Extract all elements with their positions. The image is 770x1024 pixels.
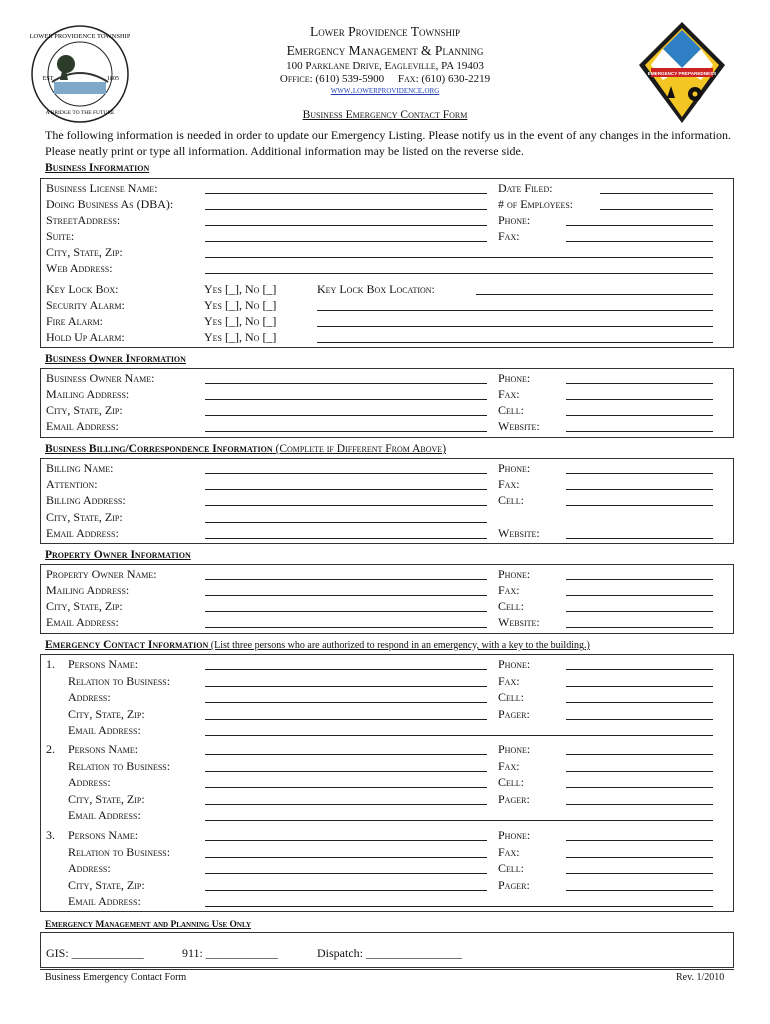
contact-3-address-label: Address: (68, 861, 111, 875)
web-address-label: Web Address: (46, 261, 113, 275)
employees-label: # of Employees: (498, 197, 574, 211)
billing-email-field[interactable] (205, 538, 487, 539)
owner-email-field[interactable] (205, 431, 487, 432)
website-link[interactable]: www.lowerprovidence.org (330, 86, 440, 96)
key-lock-location-line-2[interactable] (317, 310, 713, 311)
owner-city-field[interactable] (205, 415, 487, 416)
dba-field[interactable] (205, 209, 487, 210)
billing-fax-label: Fax: (498, 477, 520, 491)
billing-info-heading (45, 443, 446, 455)
contact-2-phone-label: Phone: (498, 742, 531, 756)
contact-3-relation-label: Relation to Business: (68, 844, 171, 859)
contact-2-fax-label: Fax: (498, 758, 520, 773)
emergency-info-heading (45, 639, 590, 651)
property-email-label: Email Address: (46, 615, 119, 629)
contact-1-cell-label: Cell: (498, 690, 524, 704)
hold-up-alarm-yes-no[interactable]: Yes [_], No [_] (204, 330, 277, 344)
property-website-field[interactable] (566, 627, 713, 628)
contact-1-cell-field[interactable] (566, 702, 713, 703)
security-alarm-label: Security Alarm: (46, 298, 125, 312)
owner-name-label: Business Owner Name: (46, 371, 155, 385)
attention-label: Attention: (46, 477, 98, 491)
contact-1-email-field[interactable] (205, 735, 713, 736)
contact-3-address-field[interactable] (205, 873, 487, 874)
billing-name-label: Billing Name: (46, 461, 114, 475)
billing-name-field[interactable] (205, 473, 487, 474)
seal-est-text: EST (42, 76, 54, 82)
billing-fax-field[interactable] (566, 489, 713, 490)
contact-2-city-field[interactable] (205, 804, 487, 805)
contact-2-phone-field[interactable] (566, 754, 713, 755)
key-lock-location-line-3[interactable] (317, 326, 713, 327)
key-lock-location-label: Key Lock Box Location: (317, 282, 435, 296)
contact-1-name-label: Persons Name: (68, 657, 139, 671)
owner-mailing-field[interactable] (205, 399, 487, 400)
business-city-label: City, State, Zip: (46, 245, 123, 259)
property-city-label: City, State, Zip: (46, 599, 123, 613)
contact-number: 3. (46, 828, 55, 842)
badge-text: EMERGENCY PREPAREDNESS (647, 71, 717, 76)
contact-number: 2. (46, 742, 55, 756)
contact-3-fax-label: Fax: (498, 844, 520, 859)
seal-year-text: 1805 (107, 76, 119, 82)
owner-fax-label: Fax: (498, 387, 520, 401)
use-only-heading: Emergency Management and Planning Use Only (45, 920, 252, 930)
property-phone-label: Phone: (498, 567, 531, 581)
property-fax-label: Fax: (498, 583, 520, 597)
suite-label: Suite: (46, 229, 75, 243)
owner-city-label: City, State, Zip: (46, 403, 123, 417)
property-email-field[interactable] (205, 627, 487, 628)
contact-1-city-label: City, State, Zip: (68, 706, 145, 721)
billing-address-field[interactable] (205, 505, 487, 506)
business-phone-field[interactable] (566, 225, 713, 226)
owner-fax-field[interactable] (566, 399, 713, 400)
contact-1-email-label: Email Address: (68, 723, 141, 737)
contact-3-cell-field[interactable] (566, 873, 713, 874)
contact-1-phone-field[interactable] (566, 669, 713, 670)
billing-info-box (40, 458, 734, 544)
contact-2-name-label: Persons Name: (68, 742, 139, 756)
property-mailing-field[interactable] (205, 595, 487, 596)
org-name: Lower Providence Township (310, 24, 460, 39)
billing-website-field[interactable] (566, 538, 713, 539)
emergency-heading-main: Emergency Contact Information (45, 639, 209, 651)
owner-phone-label: Phone: (498, 371, 531, 385)
contact-2-relation-field[interactable] (205, 771, 487, 772)
business-city-field[interactable] (205, 257, 713, 258)
contact-2-name-field[interactable] (205, 754, 487, 755)
property-fax-field[interactable] (566, 595, 713, 596)
business-license-field[interactable] (205, 193, 487, 194)
key-lock-box-label: Key Lock Box: (46, 282, 119, 296)
billing-cell-field[interactable] (566, 505, 713, 506)
contact-3-city-label: City, State, Zip: (68, 877, 145, 892)
contact-1-address-field[interactable] (205, 702, 487, 703)
form-title: Business Emergency Contact Form (302, 109, 468, 121)
owner-mailing-label: Mailing Address: (46, 387, 130, 401)
property-website-label: Website: (498, 615, 540, 629)
contact-1-relation-label: Relation to Business: (68, 673, 171, 688)
owner-cell-label: Cell: (498, 403, 524, 417)
contact-1-fax-label: Fax: (498, 673, 520, 688)
contact-1-phone-label: Phone: (498, 657, 531, 671)
billing-phone-field[interactable] (566, 473, 713, 474)
business-info-heading: Business Information (45, 162, 150, 174)
contact-1-address-label: Address: (68, 690, 111, 704)
contact-2-pager-label: Pager: (498, 791, 530, 806)
contact-3-relation-field[interactable] (205, 857, 487, 858)
contact-2-fax-field[interactable] (566, 771, 713, 772)
property-phone-field[interactable] (566, 579, 713, 580)
contact-2-address-label: Address: (68, 775, 111, 789)
property-city-field[interactable] (205, 611, 487, 612)
business-phone-label: Phone: (498, 213, 531, 227)
billing-city-field[interactable] (205, 522, 487, 523)
contact-1-name-field[interactable] (205, 669, 487, 670)
billing-heading-sub: (Complete if Different From Above) (272, 443, 447, 455)
billing-cell-label: Cell: (498, 493, 524, 507)
key-lock-location-field[interactable] (476, 294, 713, 295)
contact-2-cell-field[interactable] (566, 787, 713, 788)
property-cell-field[interactable] (566, 611, 713, 612)
billing-address-label: Billing Address: (46, 493, 126, 507)
property-owner-label: Property Owner Name: (46, 567, 157, 581)
dispatch-field[interactable]: Dispatch: ________________ (317, 946, 462, 960)
owner-phone-field[interactable] (566, 383, 713, 384)
contact-3-name-field[interactable] (205, 840, 487, 841)
property-owner-field[interactable] (205, 579, 487, 580)
phone-line: Office: (610) 539-5900 Fax: (610) 630-2219 (279, 73, 491, 85)
contact-3-phone-field[interactable] (566, 840, 713, 841)
contact-3-pager-label: Pager: (498, 877, 530, 892)
owner-name-field[interactable] (205, 383, 487, 384)
footer-form-name: Business Emergency Contact Form (45, 972, 187, 983)
hold-up-alarm-label: Hold Up Alarm: (46, 330, 125, 344)
contact-3-phone-label: Phone: (498, 828, 531, 842)
web-address-field[interactable] (205, 273, 713, 274)
address-line: 100 Parklane Drive, Eagleville, PA 19403 (286, 60, 484, 72)
business-fax-label: Fax: (498, 229, 520, 243)
date-filed-field[interactable] (600, 193, 713, 194)
billing-email-label: Email Address: (46, 526, 119, 540)
contact-1-fax-field[interactable] (566, 686, 713, 687)
owner-website-field[interactable] (566, 431, 713, 432)
key-lock-location-line-4[interactable] (317, 342, 713, 343)
security-alarm-yes-no[interactable]: Yes [_], No [_] (204, 298, 277, 312)
billing-phone-label: Phone: (498, 461, 531, 475)
intro-text: The following information is needed in order to update our Emergency Listing. Please notify us in the event of any changes in the information. Please neatly print or type all information. Additional information may be listed on the reverse side. (45, 128, 731, 158)
owner-info-heading: Business Owner Information (45, 353, 186, 365)
contact-2-pager-field[interactable] (566, 804, 713, 805)
business-license-label: Business License Name: (46, 181, 158, 195)
seal-motto-text: A BRIDGE TO THE FUTURE (45, 110, 115, 116)
contact-3-city-field[interactable] (205, 890, 487, 891)
contact-3-cell-label: Cell: (498, 861, 524, 875)
suite-field[interactable] (205, 241, 487, 242)
seal-name-text: LOWER PROVIDENCE TOWNSHIP (30, 33, 130, 40)
attention-field[interactable] (205, 489, 487, 490)
key-lock-box-yes-no[interactable]: Yes [_], No [_] (204, 282, 277, 296)
footer-divider (40, 969, 734, 970)
date-filed-label: Date Filed: (498, 181, 553, 195)
contact-2-cell-label: Cell: (498, 775, 524, 789)
contact-1-city-field[interactable] (205, 719, 487, 720)
contact-3-name-label: Persons Name: (68, 828, 139, 842)
contact-1-pager-label: Pager: (498, 706, 530, 721)
contact-2-email-label: Email Address: (68, 808, 141, 822)
fire-alarm-yes-no[interactable]: Yes [_], No [_] (204, 314, 277, 328)
street-field[interactable] (205, 225, 487, 226)
contact-3-email-field[interactable] (205, 906, 713, 907)
billing-city-label: City, State, Zip: (46, 510, 123, 524)
property-info-heading: Property Owner Information (45, 549, 191, 561)
employees-field[interactable] (600, 209, 713, 210)
contact-2-address-field[interactable] (205, 787, 487, 788)
contact-3-email-label: Email Address: (68, 894, 141, 908)
owner-website-label: Website: (498, 419, 540, 433)
billing-website-label: Website: (498, 526, 540, 540)
owner-cell-field[interactable] (566, 415, 713, 416)
business-fax-field[interactable] (566, 241, 713, 242)
footer-revision: Rev. 1/2010 (676, 972, 725, 983)
contact-3-pager-field[interactable] (566, 890, 713, 891)
contact-3-fax-field[interactable] (566, 857, 713, 858)
contact-2-relation-label: Relation to Business: (68, 758, 171, 773)
property-cell-label: Cell: (498, 599, 524, 613)
contact-1-relation-field[interactable] (205, 686, 487, 687)
emergency-heading-sub: (List three persons who are authorized to respond in an emergency, with a key to the building.) (208, 640, 590, 651)
street-label: StreetAddress: (46, 213, 121, 227)
dba-label: Doing Business As (DBA): (46, 197, 174, 211)
contact-2-city-label: City, State, Zip: (68, 791, 145, 806)
billing-heading-main: Business Billing/Correspondence Information (45, 443, 273, 455)
department-name: Emergency Management & Planning (286, 43, 484, 58)
gis-field[interactable]: GIS: ____________ (46, 946, 144, 960)
property-mailing-label: Mailing Address: (46, 583, 130, 597)
owner-email-label: Email Address: (46, 419, 119, 433)
contact-number: 1. (46, 657, 55, 671)
911-field[interactable]: 911: ____________ (182, 946, 278, 960)
contact-1-pager-field[interactable] (566, 719, 713, 720)
contact-2-email-field[interactable] (205, 820, 713, 821)
fire-alarm-label: Fire Alarm: (46, 314, 104, 328)
